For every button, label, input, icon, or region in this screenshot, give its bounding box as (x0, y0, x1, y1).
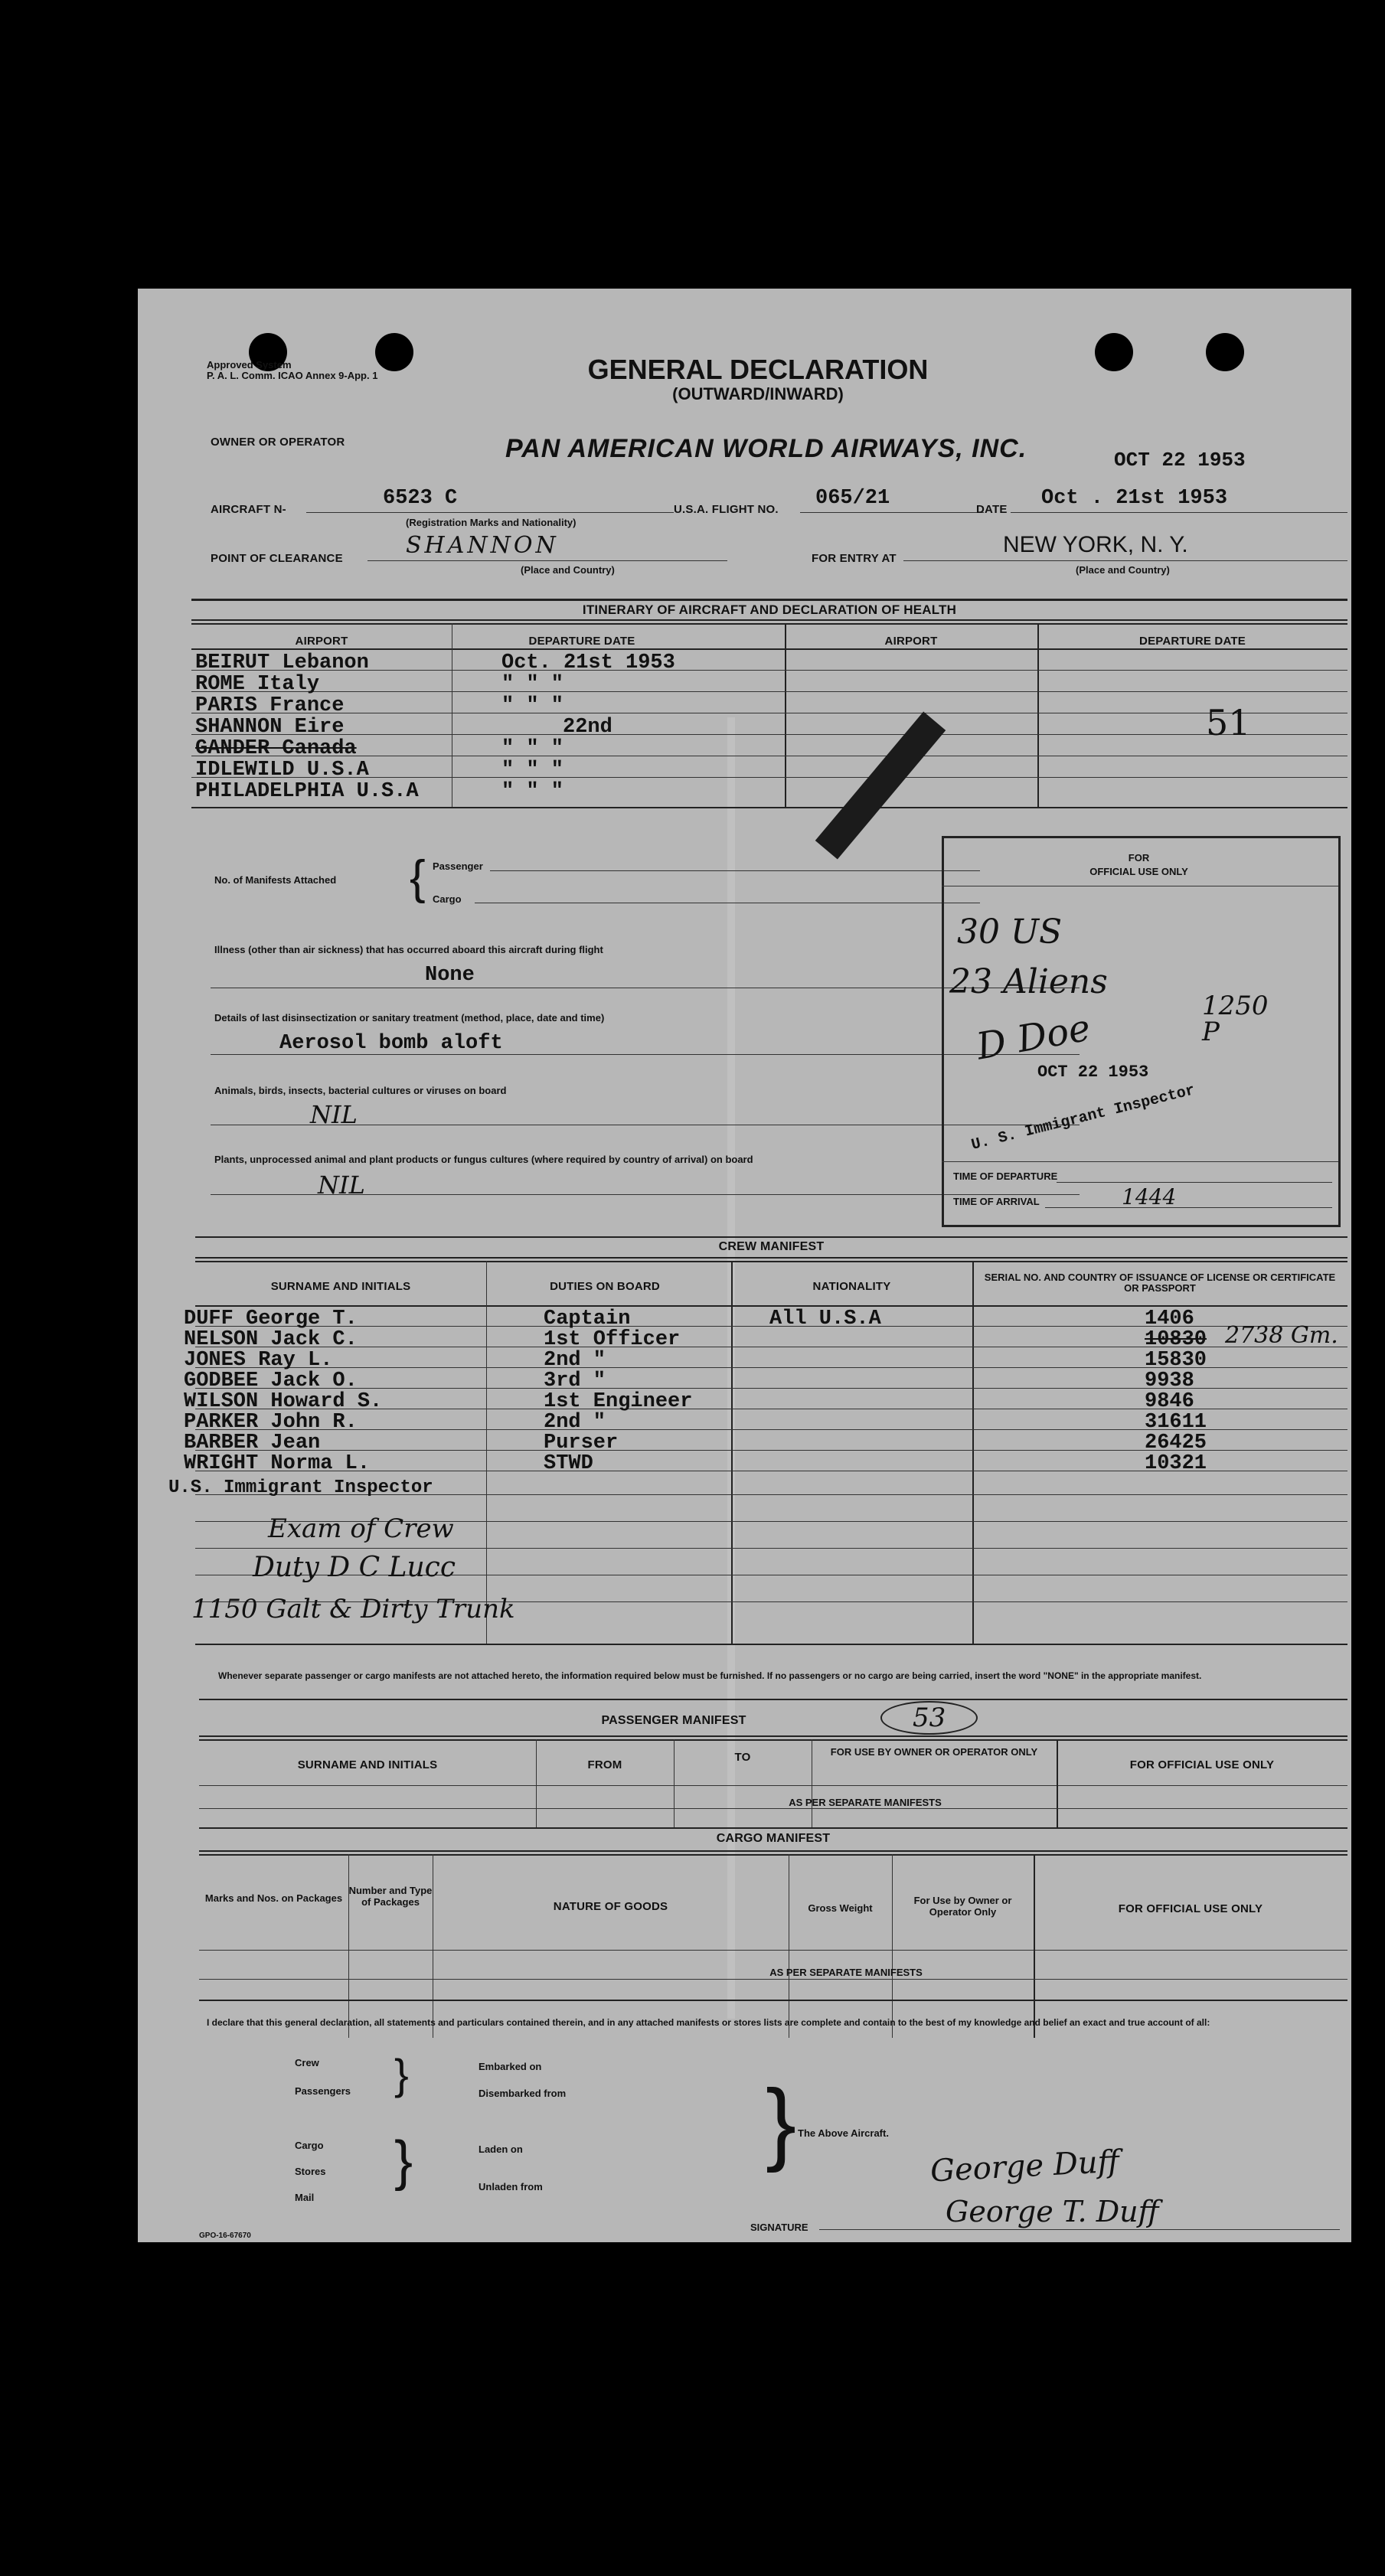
pm-header-official: FOR OFFICIAL USE ONLY (1129, 1758, 1275, 1771)
flight-value: 065/21 (815, 487, 890, 510)
entry-sublabel: (Place and Country) (1076, 564, 1170, 576)
decl-passengers: Passengers (295, 2085, 351, 2097)
cargo-label: Cargo (433, 893, 462, 905)
date-label: DATE (976, 503, 1008, 516)
entry-label: FOR ENTRY AT (812, 552, 897, 565)
clearance-label: POINT OF CLEARANCE (211, 552, 343, 565)
crew-inspector-stamp: U.S. Immigrant Inspector (168, 1477, 433, 1498)
separate-manifest-notice: Whenever separate passenger or cargo manifests are not attached hereto, the information required below must be furnished. If no passengers or no cargo are being carried, insert the word "NONE" in the appropriate manifest. (218, 1670, 1202, 1681)
aircraft-label: AIRCRAFT N- (211, 503, 286, 516)
declaration-text: I declare that this general declaration, all statements and particulars contained therein, and in any attached manifests or stores lists are complete and contain to the best of my knowledge and belief an exact and true account of all: (207, 2017, 1210, 2028)
decl-embarked: Embarked on (479, 2061, 542, 2072)
crew-serial: 1406 (1145, 1308, 1194, 1330)
passenger-label: Passenger (433, 860, 483, 872)
arrival-label: TIME OF ARRIVAL (953, 1196, 1040, 1207)
disinsect-label: Details of last disinsectization or sanitary treatment (method, place, date and time) (214, 1012, 605, 1024)
aircraft-value: 6523 C (383, 487, 458, 510)
crew-name: JONES Ray L. (184, 1349, 333, 1372)
crew-header-name: SURNAME AND INITIALS (270, 1280, 411, 1293)
pm-header-name: SURNAME AND INITIALS (297, 1758, 438, 1771)
decl-crew: Crew (295, 2057, 319, 2068)
signature-label: SIGNATURE (750, 2222, 808, 2233)
itinerary-airport: SHANNON Eire (195, 716, 345, 739)
itinerary-title: ITINERARY OF AIRCRAFT AND DECLARATION OF HEALTH (582, 602, 957, 617)
crew-name: DUFF George T. (184, 1308, 358, 1330)
itinerary-airport: GANDER Canada (195, 737, 357, 760)
crew-duty: 2nd " (544, 1349, 606, 1372)
crew-serial: 9846 (1145, 1390, 1194, 1413)
form-title: GENERAL DECLARATION (587, 354, 929, 385)
pm-header-owner: FOR USE BY OWNER OR OPERATOR ONLY (830, 1746, 1038, 1758)
pm-header-to: TO (734, 1751, 751, 1764)
itinerary-date: " " " (501, 780, 564, 803)
cm-separate: AS PER SEPARATE MANIFESTS (769, 1967, 923, 1978)
official-note-1: 30 US (957, 913, 1063, 952)
crew-header-duty: DUTIES ON BOARD (550, 1280, 660, 1293)
decl-unladen: Unladen from (479, 2181, 543, 2192)
punch-hole (1095, 333, 1133, 371)
entry-value: NEW YORK, N. Y. (1003, 532, 1188, 557)
decl-disembarked: Disembarked from (479, 2088, 567, 2099)
decl-cargo: Cargo (295, 2140, 324, 2151)
cm-header-official: FOR OFFICIAL USE ONLY (1118, 1902, 1263, 1915)
manifests-label: No. of Manifests Attached (214, 874, 337, 886)
itinerary-date: " " " (501, 737, 564, 760)
decl-stores: Stores (295, 2166, 326, 2177)
crew-name: NELSON Jack C. (184, 1328, 358, 1351)
itinerary-date: " " " (501, 759, 564, 782)
official-time: 1250 P (1202, 991, 1269, 1047)
cm-header-owner: For Use by Owner or Operator Only (913, 1895, 1012, 1918)
official-title: FOR OFFICIAL USE ONLY (1089, 852, 1188, 877)
itinerary-date: " " " (501, 694, 564, 717)
itinerary-header-airport: AIRPORT (295, 635, 348, 648)
general-declaration-form (138, 289, 1351, 2242)
crew-header-serial: SERIAL NO. AND COUNTRY OF ISSUANCE OF LICENSE OR CERTIFICATE OR PASSPORT (984, 1272, 1336, 1294)
decl-above: The Above Aircraft. (798, 2127, 889, 2139)
manifests-brace: { (410, 851, 426, 904)
itinerary-airport: BEIRUT Lebanon (195, 651, 369, 674)
cm-header-weight: Gross Weight (808, 1902, 873, 1914)
itinerary-airport: PHILADELPHIA U.S.A (195, 780, 419, 803)
crew-header-nationality: NATIONALITY (812, 1280, 891, 1293)
itinerary-date: " " " (501, 673, 564, 696)
decl-brace-2: } (394, 2130, 413, 2192)
crew-serial: 15830 (1145, 1349, 1207, 1372)
decl-signature-1: George Duff (929, 2143, 1121, 2189)
crew-name: WRIGHT Norma L. (184, 1452, 371, 1475)
crew-duty: 2nd " (544, 1411, 606, 1434)
crew-serial: 10321 (1145, 1452, 1207, 1475)
crew-duty: 1st Officer (544, 1328, 681, 1351)
clearance-value: SHANNON (406, 532, 559, 559)
illness-label: Illness (other than air sickness) that has occurred aboard this aircraft during flight (214, 944, 603, 955)
decl-mail: Mail (295, 2192, 315, 2203)
passenger-manifest-handwritten: 53 (880, 1701, 978, 1735)
crew-nationality: All U.S.A (769, 1308, 881, 1330)
crew-serial: 31611 (1145, 1411, 1207, 1434)
crew-handwritten-line: Duty D C Lucc (253, 1552, 456, 1583)
cargo-manifest-title: CARGO MANIFEST (716, 1832, 831, 1845)
pm-separate: AS PER SEPARATE MANIFESTS (789, 1797, 942, 1808)
official-stamp-date: OCT 22 1953 (1037, 1063, 1149, 1082)
illness-value: None (425, 964, 475, 987)
itinerary-header-airport-2: AIRPORT (884, 635, 938, 648)
punch-hole (1206, 333, 1244, 371)
disinsect-value: Aerosol bomb aloft (279, 1032, 503, 1055)
owner-value: PAN AMERICAN WORLD AIRWAYS, INC. (505, 434, 1027, 463)
itinerary-date: 22nd (563, 716, 612, 739)
itinerary-handwritten-number: 51 (1206, 702, 1251, 743)
crew-serial: 9938 (1145, 1370, 1194, 1392)
crew-name: WILSON Howard S. (184, 1390, 383, 1413)
pm-header-from: FROM (587, 1758, 622, 1771)
crew-duty: Captain (544, 1308, 631, 1330)
flight-label: U.S.A. FLIGHT NO. (674, 503, 779, 516)
passenger-manifest-title: PASSENGER MANIFEST (601, 1714, 746, 1727)
owner-stamp-date: OCT 22 1953 (1114, 449, 1246, 472)
date-value: Oct . 21st 1953 (1041, 487, 1228, 510)
official-note-2: 23 Aliens (949, 962, 1108, 1001)
crew-duty: 1st Engineer (544, 1390, 693, 1413)
official-stamp-text: U. S. Immigrant Inspector (969, 1082, 1197, 1154)
decl-signature-2: George T. Duff (946, 2195, 1159, 2228)
crew-duty: STWD (544, 1452, 593, 1475)
decl-brace-1: } (394, 2050, 409, 2098)
crew-handwritten-line: Exam of Crew (268, 1513, 454, 1544)
plants-value: NIL (318, 1170, 365, 1200)
arrival-value: 1444 (1122, 1184, 1177, 1210)
itinerary-airport: ROME Italy (195, 673, 320, 696)
crew-handwritten-line: 1150 Galt & Dirty Trunk (191, 1594, 515, 1624)
crew-title: CREW MANIFEST (718, 1240, 825, 1253)
crew-duty: Purser (544, 1432, 619, 1455)
cm-header-nature: NATURE OF GOODS (553, 1900, 668, 1913)
animals-value: NIL (310, 1100, 358, 1129)
footer-code: GPO-16-67670 (199, 2232, 251, 2240)
owner-label: OWNER OR OPERATOR (211, 436, 345, 449)
itinerary-airport: PARIS France (195, 694, 345, 717)
crew-name: PARKER John R. (184, 1411, 358, 1434)
departure-label: TIME OF DEPARTURE (953, 1170, 1058, 1182)
crew-serial-handwritten: 2738 Gm. (1225, 1322, 1338, 1349)
clearance-sublabel: (Place and Country) (521, 564, 615, 576)
approval-text: Approved System P. A. L. Comm. ICAO Annex 9-App. 1 (207, 359, 378, 381)
itinerary-airport: IDLEWILD U.S.A (195, 759, 369, 782)
crew-serial: 26425 (1145, 1432, 1207, 1455)
crew-duty: 3rd " (544, 1370, 606, 1392)
cm-header-number: Number and Type of Packages (348, 1885, 433, 1908)
decl-laden: Laden on (479, 2143, 523, 2155)
crew-name: BARBER Jean (184, 1432, 321, 1455)
crew-name: GODBEE Jack O. (184, 1370, 358, 1392)
form-subtitle: (OUTWARD/INWARD) (672, 384, 844, 403)
itinerary-header-date-2: DEPARTURE DATE (1139, 635, 1246, 648)
itinerary-date: Oct. 21st 1953 (501, 651, 675, 674)
aircraft-sublabel: (Registration Marks and Nationality) (406, 517, 577, 528)
official-signature: D Doe (973, 1006, 1094, 1069)
cm-header-marks: Marks and Nos. on Packages (204, 1892, 343, 1904)
plants-label: Plants, unprocessed animal and plant products or fungus cultures (where required by country of arrival) on board (214, 1154, 753, 1165)
decl-brace-3: } (766, 2071, 797, 2173)
itinerary-header-date: DEPARTURE DATE (528, 635, 635, 648)
animals-label: Animals, birds, insects, bacterial cultures or viruses on board (214, 1085, 507, 1096)
crew-serial: 10830 (1145, 1328, 1207, 1351)
